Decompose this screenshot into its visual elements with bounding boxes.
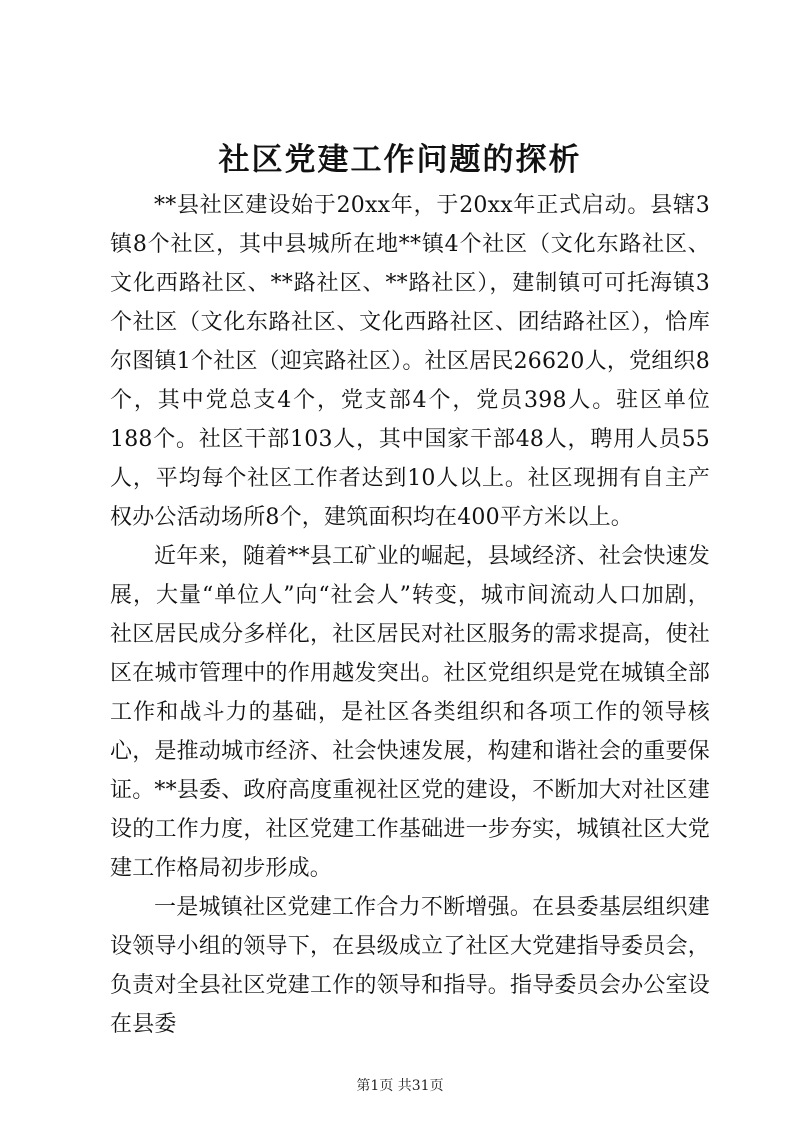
document-title: 社区党建工作问题的探析 — [218, 142, 582, 178]
paragraph-1: **县社区建设始于20xx年，于20xx年正式启动。县辖3镇8个社区，其中县城所在地**镇4个社区（文化东路社区、文化西路社区、**路社区、**路社区），建制镇可可托海镇3个社区（文化东路社区、文化西路社区、团结路社区），恰库尔图镇1个社区（迎宾路社区）。社区居民26620人，党组织8个，其中党总支4个，党支部4个，党员398人。驻区单位188个。社区干部103人，其中国家干部48人，聘用人员55人，平均每个社区工作者达到10人以上。社区现拥有自主产权办公活动场所8个，建筑面积均在400平方米以上。 — [110, 193, 710, 530]
page-footer: 第1页 共31页 — [356, 1078, 444, 1094]
paragraph-2: 近年来，随着**县工矿业的崛起，县域经济、社会快速发展，大量“单位人”向“社会人”转变，城市间流动人口加剧，社区居民成分多样化，社区居民对社区服务的需求提高，使社区在城市管理中的作用越发突出。社区党组织是党在城镇全部工作和战斗力的基础，是社区各类组织和各项工作的领导核心，是推动城市经济、社会快速发展，构建和谐社会的重要保证。**县委、政府高度重视社区党的建设，不断加大对社区建设的工作力度，社区党建工作基础进一步夯实，城镇社区大党建工作格局初步形成。 — [110, 544, 710, 881]
document-body — [110, 186, 710, 1044]
paragraph-3: 一是城镇社区党建工作合力不断增强。在县委基层组织建设领导小组的领导下，在县级成立了社区大党建指导委员会，负责对全县社区党建工作的领导和指导。指导委员会办公室设在县委 — [110, 895, 710, 1037]
